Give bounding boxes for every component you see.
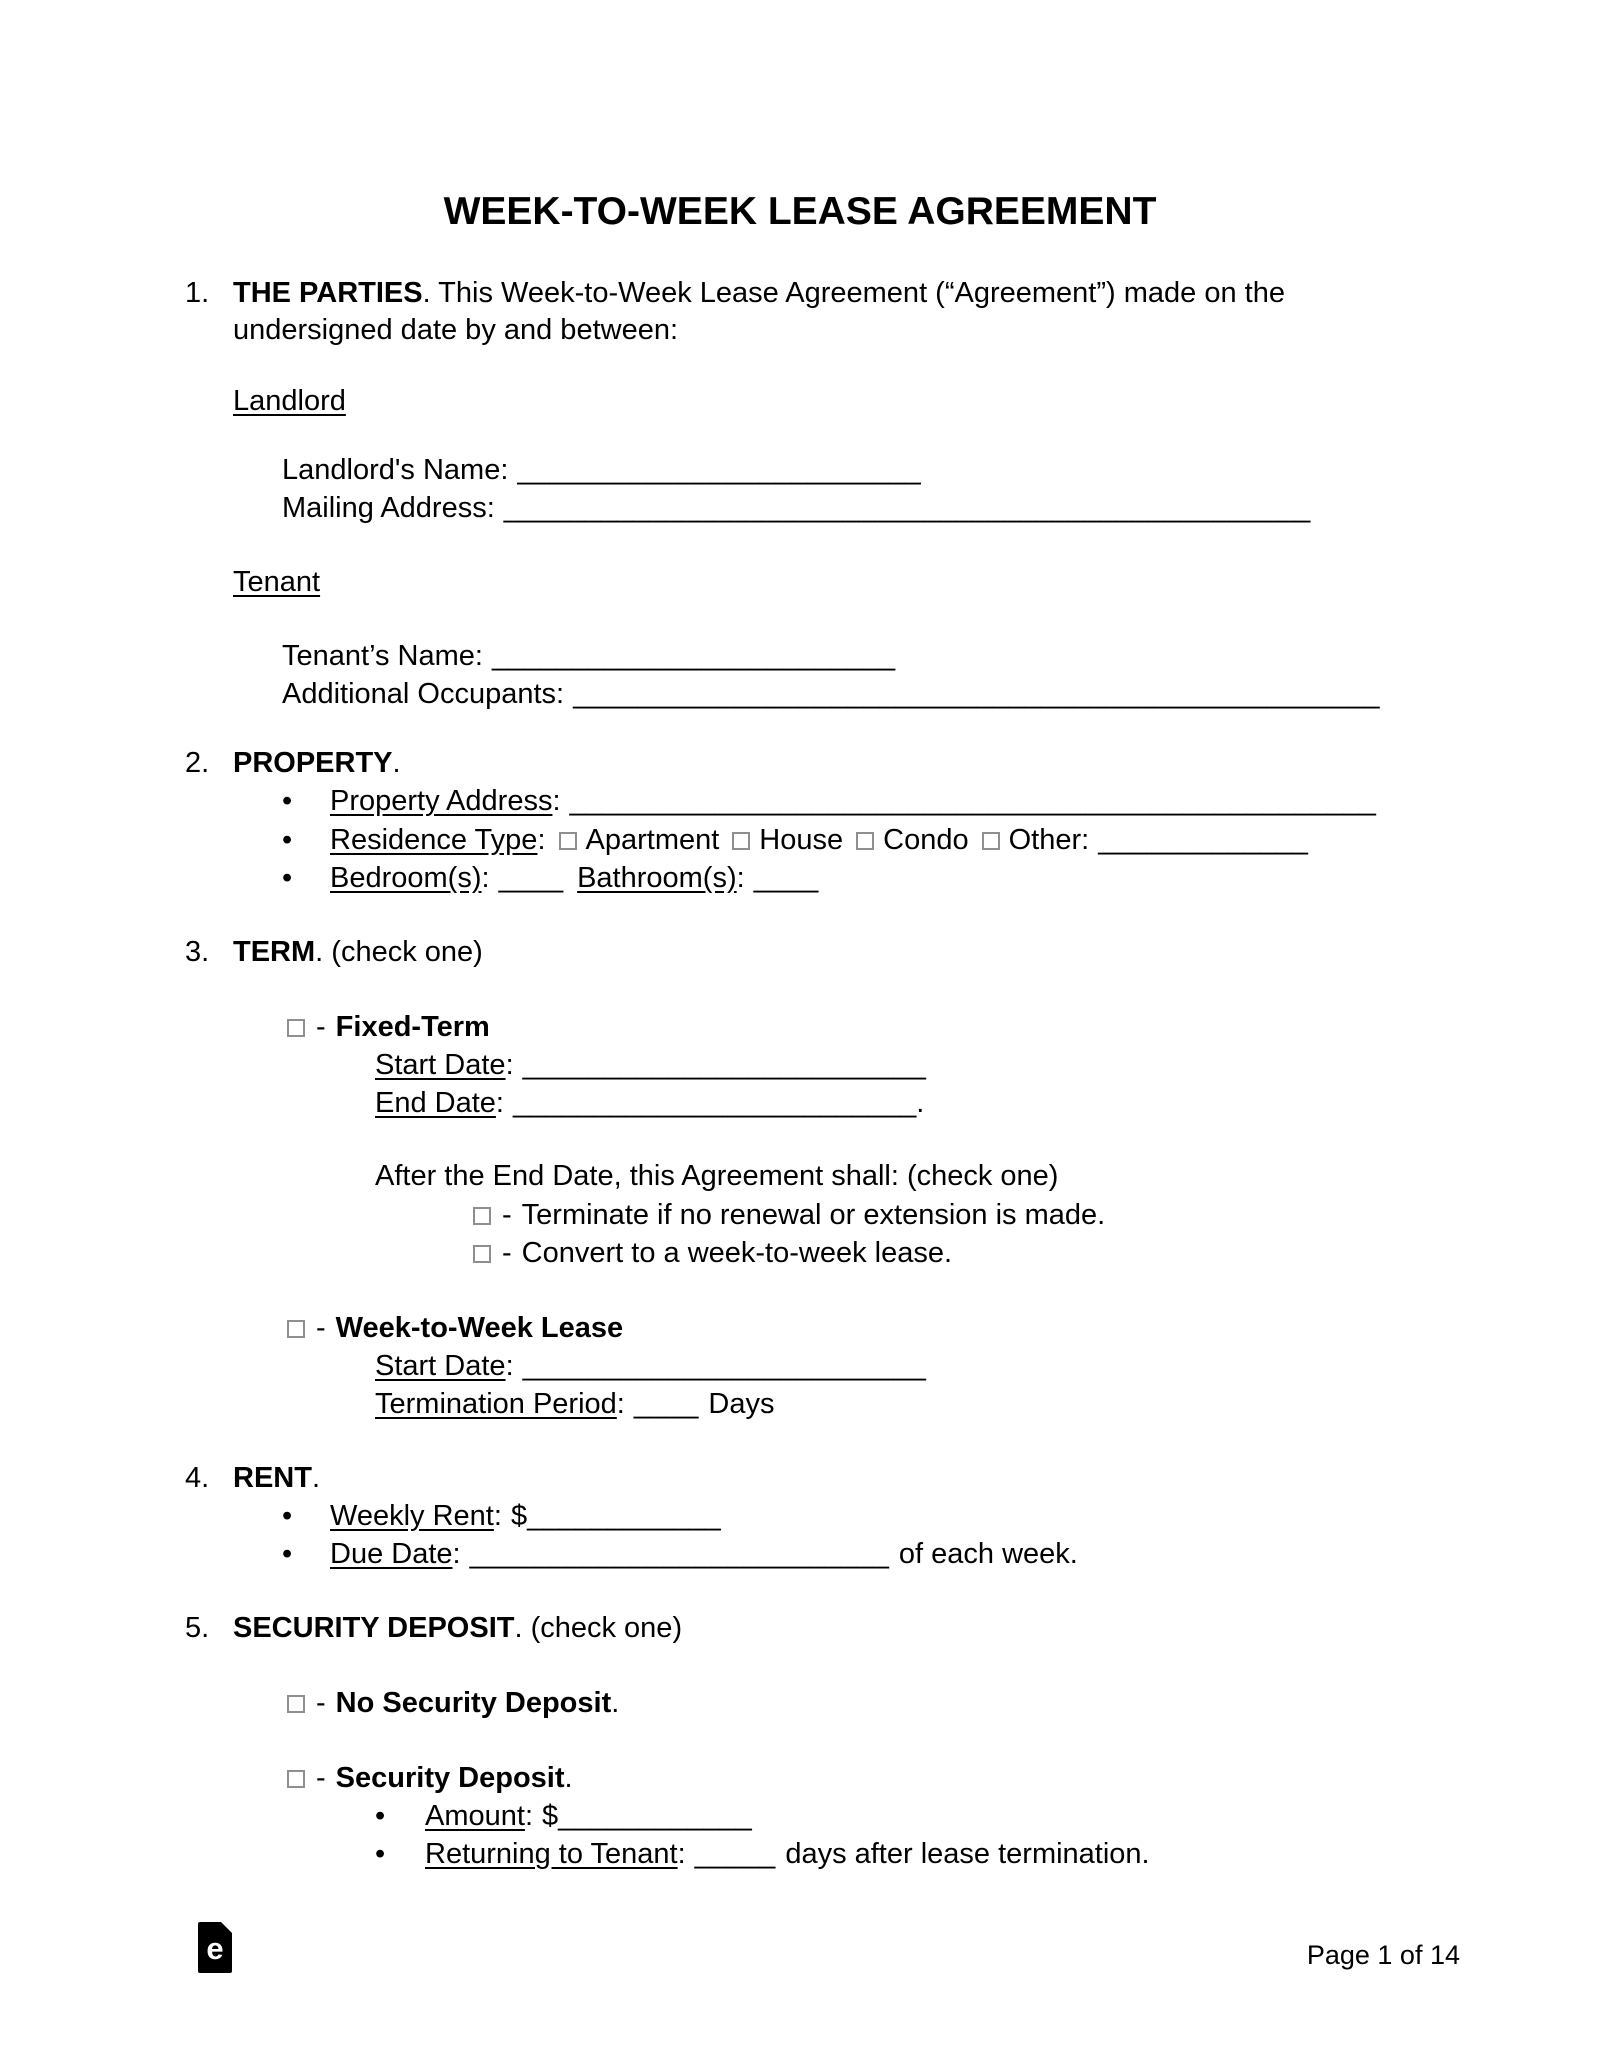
deposit-option-row bbox=[287, 1760, 573, 1797]
residence-option-other-label: Other: bbox=[1008, 824, 1090, 856]
bullet-icon: • bbox=[375, 1838, 386, 1870]
property-address-row bbox=[282, 783, 1376, 820]
bathrooms-blank[interactable]: ____ bbox=[753, 862, 819, 894]
option-terminate-label: Terminate if no renewal or extension is made. bbox=[521, 1199, 1106, 1231]
checkbox-other[interactable] bbox=[982, 832, 1000, 850]
landlord-name-row bbox=[282, 452, 921, 489]
mailing-address-blank[interactable]: __________________________________________________ bbox=[503, 492, 1311, 524]
colon: : bbox=[493, 1500, 502, 1532]
bullet-icon: • bbox=[282, 1500, 293, 1532]
weekly-rent-row bbox=[282, 1498, 721, 1535]
landlord-name-blank[interactable]: _________________________ bbox=[517, 454, 921, 486]
option-terminate-row bbox=[473, 1197, 1105, 1234]
additional-occupants-blank[interactable]: __________________________________________________ bbox=[573, 678, 1380, 710]
checkbox-no-security-deposit[interactable] bbox=[287, 1695, 305, 1713]
w2w-start-date-blank[interactable]: _________________________ bbox=[522, 1350, 926, 1382]
additional-occupants-row bbox=[282, 676, 1380, 713]
week-to-week-label: Week-to-Week Lease bbox=[335, 1312, 624, 1344]
section-term-suffix: . (check one) bbox=[315, 936, 483, 968]
tenant-header: Tenant bbox=[233, 566, 321, 598]
section-term-title: TERM bbox=[233, 936, 316, 968]
residence-type-row bbox=[282, 822, 1308, 859]
returning-label: Returning to Tenant bbox=[425, 1838, 678, 1870]
fixed-end-date-label: End Date bbox=[375, 1087, 496, 1119]
bullet-icon: • bbox=[375, 1800, 386, 1832]
property-address-label: Property Address bbox=[330, 785, 553, 817]
after-end-date-text: After the End Date, this Agreement shall: (check one) bbox=[375, 1160, 1059, 1192]
returning-blank[interactable]: _____ bbox=[694, 1838, 776, 1870]
section-rent-number: 4. bbox=[185, 1462, 210, 1494]
w2w-start-date-row bbox=[375, 1348, 926, 1385]
section-parties-title: THE PARTIES bbox=[233, 277, 423, 309]
page-number-label: Page 1 of 14 bbox=[1306, 1940, 1460, 1970]
checkbox-fixed-term[interactable] bbox=[287, 1019, 305, 1037]
section-rent-title: RENT bbox=[233, 1462, 312, 1494]
due-date-row bbox=[282, 1536, 1078, 1573]
deposit-period: . bbox=[564, 1762, 573, 1794]
tenant-name-label: Tenant’s Name: bbox=[282, 640, 483, 672]
colon: : bbox=[677, 1838, 686, 1870]
dash: - bbox=[502, 1237, 512, 1269]
residence-other-blank[interactable]: _____________ bbox=[1098, 824, 1308, 856]
section-parties-number: 1. bbox=[185, 277, 210, 309]
termination-period-row bbox=[375, 1386, 774, 1423]
no-deposit-option-row bbox=[287, 1685, 619, 1722]
colon: : bbox=[736, 862, 745, 894]
option-convert-label: Convert to a week-to-week lease. bbox=[521, 1237, 953, 1269]
mailing-address-label: Mailing Address: bbox=[282, 492, 495, 524]
dash: - bbox=[316, 1687, 326, 1719]
no-deposit-period: . bbox=[611, 1687, 620, 1719]
termination-period-blank[interactable]: ____ bbox=[633, 1388, 699, 1420]
fixed-end-date-period: . bbox=[916, 1087, 925, 1119]
dash: - bbox=[316, 1762, 326, 1794]
section-term-number: 3. bbox=[185, 936, 210, 968]
page-title: WEEK-TO-WEEK LEASE AGREEMENT bbox=[443, 190, 1157, 233]
option-convert-row bbox=[473, 1235, 952, 1272]
bedrooms-label: Bedroom(s) bbox=[330, 862, 482, 894]
dash: - bbox=[316, 1312, 326, 1344]
fixed-start-date-row bbox=[375, 1047, 926, 1084]
section-deposit-title: SECURITY DEPOSIT bbox=[233, 1612, 515, 1644]
fixed-start-date-blank[interactable]: _________________________ bbox=[522, 1049, 926, 1081]
colon: : bbox=[481, 862, 490, 894]
colon: : bbox=[552, 785, 561, 817]
fixed-term-option-row bbox=[287, 1009, 490, 1046]
checkbox-security-deposit[interactable] bbox=[287, 1770, 305, 1788]
landlord-header: Landlord bbox=[233, 385, 346, 417]
dollar-sign: $ bbox=[510, 1500, 528, 1532]
no-deposit-label: No Security Deposit bbox=[335, 1687, 612, 1719]
colon: : bbox=[495, 1087, 504, 1119]
colon: : bbox=[505, 1049, 514, 1081]
checkbox-terminate[interactable] bbox=[473, 1207, 491, 1225]
amount-label: Amount bbox=[425, 1800, 525, 1832]
weekly-rent-blank[interactable]: ____________ bbox=[527, 1500, 721, 1532]
section-rent-heading bbox=[185, 1460, 320, 1497]
tenant-header-row bbox=[233, 564, 320, 601]
property-address-blank[interactable]: __________________________________________________ bbox=[569, 785, 1376, 817]
termination-period-label: Termination Period bbox=[375, 1388, 617, 1420]
parties-intro-line2: undersigned date by and between: bbox=[233, 314, 679, 346]
week-to-week-option-row bbox=[287, 1310, 623, 1347]
fixed-end-date-row bbox=[375, 1085, 924, 1122]
bathrooms-label: Bathroom(s) bbox=[577, 862, 737, 894]
checkbox-apartment[interactable] bbox=[559, 832, 577, 850]
residence-option-apartment: Apartment bbox=[585, 824, 720, 856]
tenant-name-blank[interactable]: _________________________ bbox=[491, 640, 896, 672]
checkbox-convert[interactable] bbox=[473, 1245, 491, 1263]
eforms-logo-letter: e bbox=[206, 1931, 224, 1966]
mailing-address-row bbox=[282, 490, 1310, 527]
residence-option-house: House bbox=[759, 824, 844, 856]
bullet-icon: • bbox=[282, 862, 293, 894]
section-term-heading bbox=[185, 934, 483, 971]
returning-row bbox=[375, 1836, 1150, 1873]
colon: : bbox=[616, 1388, 625, 1420]
residence-type-label: Residence Type bbox=[330, 824, 538, 856]
additional-occupants-label: Additional Occupants: bbox=[282, 678, 565, 710]
amount-blank[interactable]: ____________ bbox=[558, 1800, 752, 1832]
residence-option-condo: Condo bbox=[883, 824, 969, 856]
section-deposit-number: 5. bbox=[185, 1612, 210, 1644]
section-deposit-suffix: . (check one) bbox=[514, 1612, 683, 1644]
returning-suffix: days after lease termination. bbox=[785, 1838, 1150, 1870]
bullet-icon: • bbox=[282, 824, 293, 856]
section-property-number: 2. bbox=[185, 747, 210, 779]
bedrooms-bathrooms-row bbox=[282, 860, 818, 897]
section-deposit-heading bbox=[185, 1610, 682, 1647]
section-property-suffix: . bbox=[392, 747, 401, 779]
bedrooms-blank[interactable]: ____ bbox=[498, 862, 564, 894]
dash: - bbox=[502, 1199, 512, 1231]
section-rent-suffix: . bbox=[311, 1462, 321, 1494]
checkbox-week-to-week[interactable] bbox=[287, 1320, 305, 1338]
w2w-start-date-label: Start Date bbox=[375, 1350, 506, 1382]
weekly-rent-label: Weekly Rent bbox=[330, 1500, 494, 1532]
due-date-label: Due Date bbox=[330, 1538, 453, 1570]
termination-period-suffix: Days bbox=[708, 1388, 775, 1420]
landlord-header-row bbox=[233, 383, 346, 420]
bullet-icon: • bbox=[282, 1538, 293, 1570]
landlord-name-label: Landlord's Name: bbox=[282, 454, 509, 486]
checkbox-condo[interactable] bbox=[856, 832, 874, 850]
colon: : bbox=[505, 1350, 514, 1382]
dash: - bbox=[316, 1011, 326, 1043]
colon: : bbox=[524, 1800, 534, 1832]
fixed-end-date-blank[interactable]: _________________________ bbox=[512, 1087, 917, 1119]
section-property-title: PROPERTY bbox=[233, 747, 393, 779]
parties-intro-line1: . This Week-to-Week Lease Agreement (“Agreement”) made on the bbox=[422, 277, 1285, 309]
due-date-suffix: of each week. bbox=[898, 1538, 1078, 1570]
checkbox-house[interactable] bbox=[732, 832, 750, 850]
bullet-icon: • bbox=[282, 785, 293, 817]
section-property-heading bbox=[185, 745, 401, 782]
colon: : bbox=[452, 1538, 461, 1570]
tenant-name-row bbox=[282, 638, 895, 675]
section-parties-heading bbox=[185, 275, 1285, 312]
fixed-term-label: Fixed-Term bbox=[335, 1011, 490, 1043]
dollar-sign: $ bbox=[542, 1800, 559, 1832]
eforms-logo-icon bbox=[198, 1922, 232, 1973]
deposit-label: Security Deposit bbox=[335, 1762, 565, 1794]
fixed-start-date-label: Start Date bbox=[375, 1049, 506, 1081]
colon: : bbox=[537, 824, 546, 856]
amount-row bbox=[375, 1798, 752, 1835]
due-date-blank[interactable]: __________________________ bbox=[469, 1538, 889, 1570]
